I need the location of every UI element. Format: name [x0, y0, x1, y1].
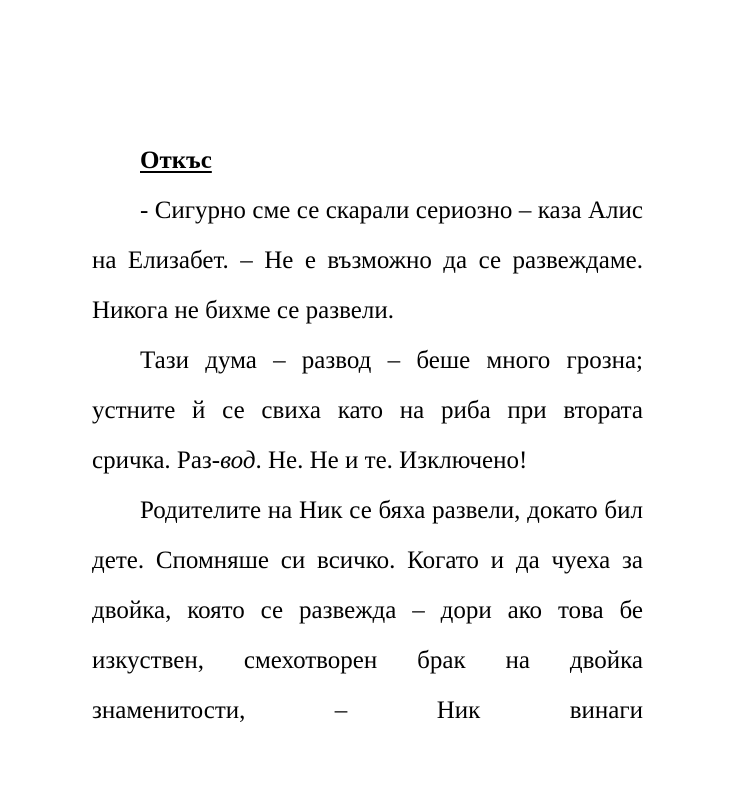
- paragraph-2-text-end: . Не. Не и те. Изключено!: [255, 447, 528, 474]
- section-heading: [92, 136, 643, 186]
- paragraph-1: - Сигурно сме се скарали сериозно – каза Алис на Елизабет. – Не е възможно да се развеждаме. Никога не бихме се развели.: [92, 197, 643, 324]
- paragraph-2: [92, 336, 643, 486]
- document-body: [92, 136, 643, 736]
- paragraph-3: Родителите на Ник се бяха развели, докато бил дете. Спомняше си всичко. Когато и да чуеха за двойка, която се развежда – дори ако това бе изкуствен, смехотворен брак на двойка знаменитости, – Ник винаги: [92, 497, 643, 724]
- paragraph-2-italic-syllable: вод: [220, 447, 256, 474]
- paragraph-2-text-start: Тази дума – развод – беше много грозна; устните й се свиха като на риба при втората сричка. Раз-: [92, 347, 643, 474]
- section-heading-text: Откъс: [140, 147, 212, 174]
